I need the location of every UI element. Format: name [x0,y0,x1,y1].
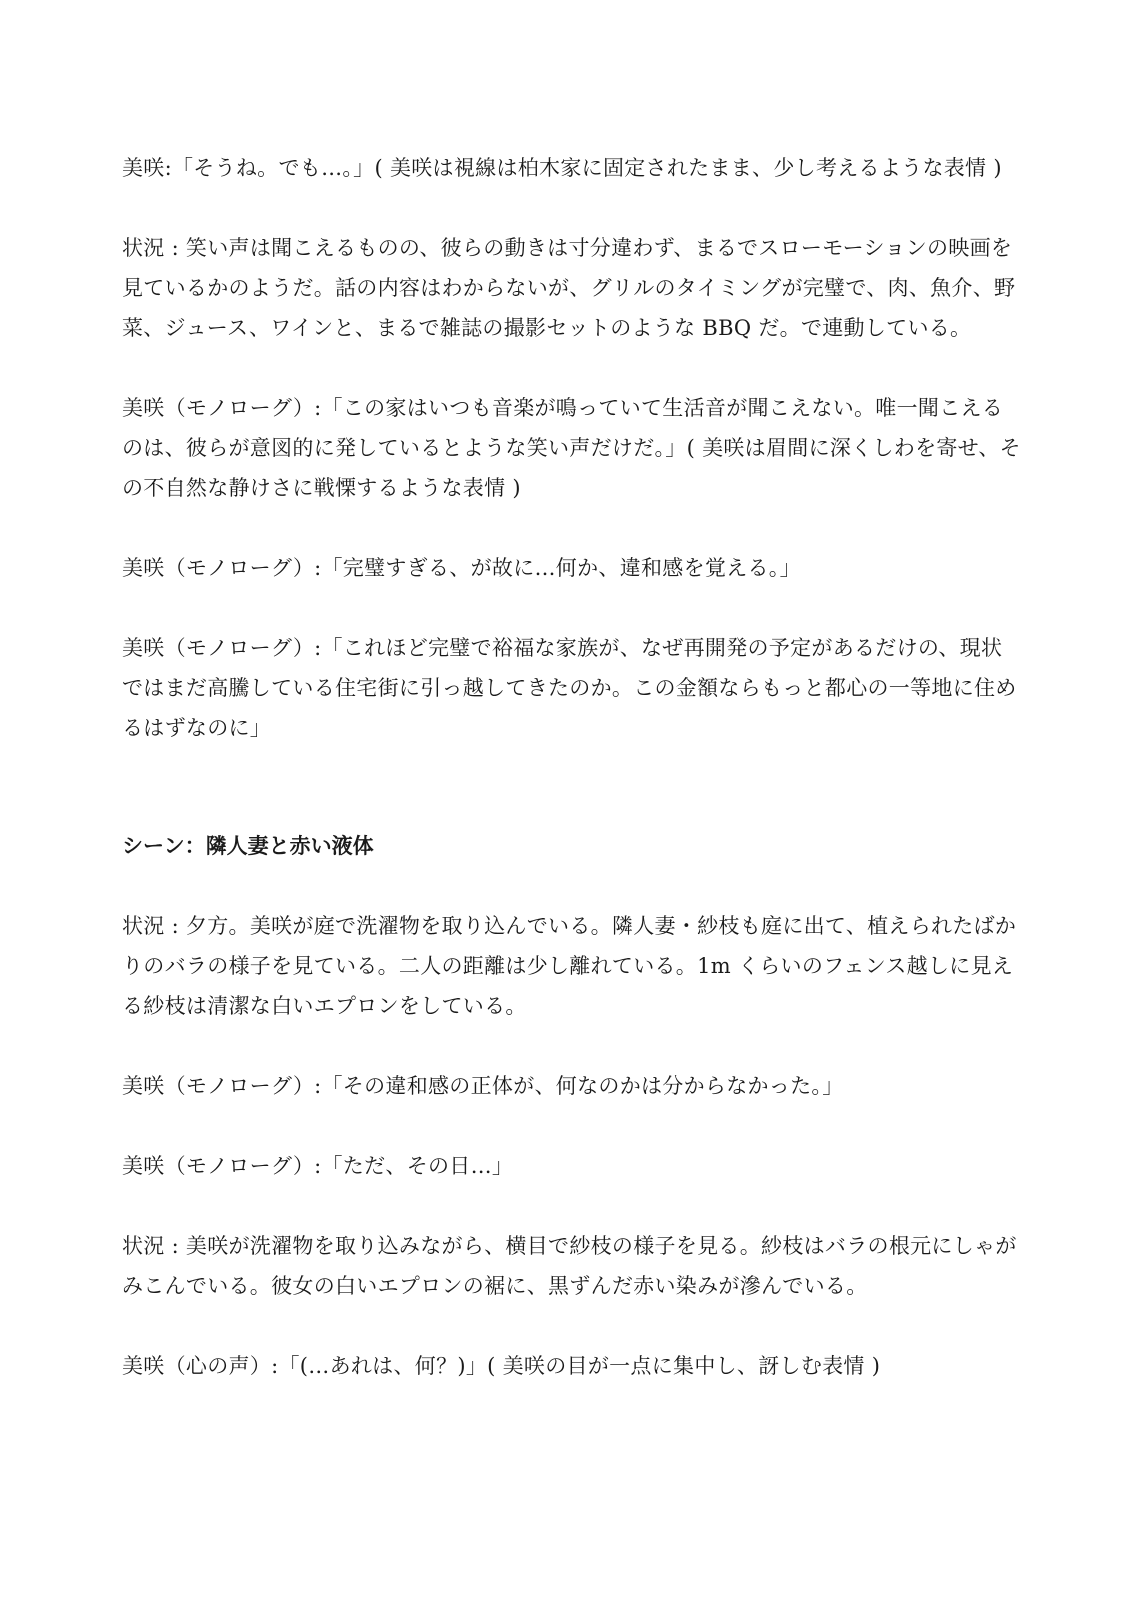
dialogue-misaki-1: 美咲:「そうね。でも…。」( 美咲は視線は柏木家に固定されたまま、少し考えるような表情 ) [122,156,1002,180]
spacer [122,1106,1022,1146]
spacer [122,1026,1022,1066]
monologue-that-day: 美咲（モノローグ）:「ただ、その日…」 [122,1154,514,1178]
monologue-music: 美咲（モノローグ）:「この家はいつも音楽が鳴っていて生活音が聞こえない。唯一聞こえるのは、彼らが意図的に発しているとような笑い声だけだ。」( 美咲は眉間に深くしわを寄せ、その不自然な静けさに戦慄するような表情 ) [122,396,1021,500]
spacer [122,508,1022,548]
spacer [122,188,1022,228]
monologue-unknown-feeling: 美咲（モノローグ）:「その違和感の正体が、何なのかは分からなかった。」 [122,1074,844,1098]
inner-voice-misaki: 美咲（心の声）:「(…あれは、何？)」( 美咲の目が一点に集中し、訝しむ表情 ) [122,1354,881,1378]
monologue-wealthy-family: 美咲（モノローグ）:「これほど完璧で裕福な家族が、なぜ再開発の予定があるだけの、現状ではまだ高騰している住宅街に引っ越してきたのか。この金額ならもっと都心の一等地に住めるはずなのに」 [122,636,1017,740]
situation-evening: 状況 : 夕方。美咲が庭で洗濯物を取り込んでいる。隣人妻・紗枝も庭に出て、植えられたばかりのバラの様子を見ている。二人の距離は少し離れている。1m くらいのフェンス越しに見える紗枝は清潔な白いエプロンをしている。 [122,914,1017,1018]
document-page [122,148,1022,1386]
spacer [122,588,1022,628]
monologue-too-perfect: 美咲（モノローグ）:「完璧すぎる、が故に…何か、違和感を覚える。」 [122,556,801,580]
spacer [122,748,1022,826]
spacer [122,348,1022,388]
spacer [122,1306,1022,1346]
scene-heading: シーン：隣人妻と赤い液体 [122,834,374,858]
situation-red-stain: 状況 : 美咲が洗濯物を取り込みながら、横目で紗枝の様子を見る。紗枝はバラの根元にしゃがみこんでいる。彼女の白いエプロンの裾に、黒ずんだ赤い染みが滲んでいる。 [122,1234,1017,1298]
spacer [122,1186,1022,1226]
situation-bbq: 状況 : 笑い声は聞こえるものの、彼らの動きは寸分違わず、まるでスローモーションの映画を見ているかのようだ。話の内容はわからないが、グリルのタイミングが完璧で、肉、魚介、野菜、ジュース、ワインと、まるで雑誌の撮影セットのような BBQ だ。で連動している。 [122,236,1016,340]
spacer [122,866,1022,906]
